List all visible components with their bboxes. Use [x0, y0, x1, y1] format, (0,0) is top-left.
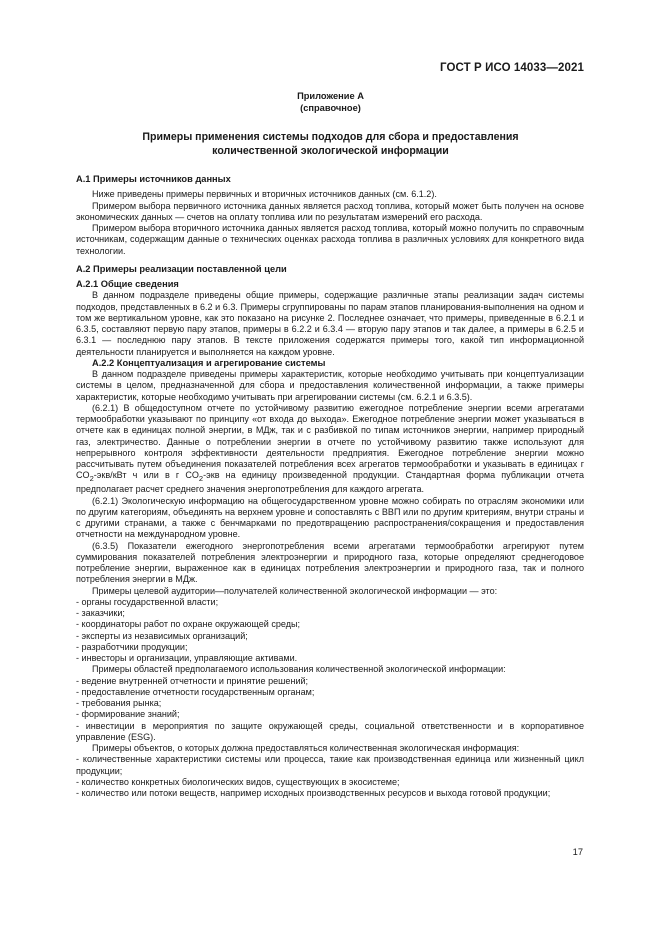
list-intro: Примеры объектов, о которых должна предоставляться количественная экологическая информация: — [92, 743, 520, 754]
list-item: - формирование знаний; — [76, 709, 180, 720]
list-item: - инвесторы и организации, управляющие активами. — [76, 653, 298, 664]
text-run: -экв на единицу произведенной продукции. Стандартная форма публикации отчета предполагает расчет среднего значения энергопотребления для каждого агрегата. — [76, 470, 584, 495]
paragraph: (6.2.1) Экологическую информацию на общегосударственном уровне можно собирать по отраслям экономики или по другим категориям, объединять на верхнем уровне и сопоставлять с ВВП или по другим критериям, внутри страны и с другими странами, а также с бенчмарками по предотвращению распространения/сокращения и предоставления отчетности на международном уровне. — [76, 495, 584, 540]
list-item: - органы государственной власти; — [76, 596, 219, 607]
text-run: (6.2.1) В общедоступном отчете по устойчивому развитию ежегодное потребление энергии всеми агрегатами термообработки указывают по принципу «от входа до выхода». Ежегодное потребление энергии может указываться в отчете как в единицах полной энергии, в МДж, так и с разбивкой по типам источников энергии, например природный газ, электричество. Данные о потреблении энергии в отчете по устойчивому развитию также используют для непрерывного контроля эффективности деятельности предприятия. Ежегодное потребление энергии можно рассчитывать путем объединения показателей потребления всех агрегатов термообработки и указывать в единицах г CO — [76, 402, 584, 481]
text-run: -экв/кВт ч или в г CO — [93, 470, 199, 481]
standard-number: ГОСТ Р ИСО 14033—2021 — [439, 62, 584, 74]
appendix-label: Приложение А — [297, 91, 364, 101]
paragraph: Примером выбора вторичного источника данных является расход топлива, который можно получить по справочным источникам, содержащим данные о технических оценках расхода топлива в различных условиях для конкретного вида технологии. — [76, 223, 584, 256]
list-item: - требования рынка; — [76, 698, 162, 709]
appendix-body — [76, 174, 584, 799]
list-intro: Примеры областей предполагаемого использования количественной экологической информации: — [92, 664, 506, 675]
list-item: - количество конкретных биологических видов, существующих в экосистеме; — [76, 776, 400, 787]
appendix-title: Примеры применения системы подходов для сбора и предоставления количественной экологической информации — [142, 131, 519, 157]
list-item: - количество или потоки веществ, например исходных производственных ресурсов и выхода готовой продукции; — [76, 788, 551, 799]
appendix-type: (справочное) — [300, 103, 361, 113]
paragraph: В данном подразделе приведены общие примеры, содержащие различные этапы реализации задач системы подходов, представленных в 6.2 и 6.3. Примеры сгруппированы по парам этапов планирования-выполнения на одном и том же вертикальном уровне, как это показано на рисунке 2. Последнее означает, что примеры, приведенные в 6.2.1 и 6.3.5, составляют первую пару этапов, примеры в 6.2.2 и 6.3.4 — вторую пару этапов и так далее, а примеры в 6.2.5 и 6.3.1 — последнюю пару этапов. В тексте приложения содержатся примеры того, какой тип информационной деятельности планируется и выполняется на каждом уровне. — [76, 290, 584, 357]
list-item: - количественные характеристики системы или процесса, такие как производственная единица или жизненный цикл продукции; — [76, 754, 584, 776]
paragraph: Примером выбора первичного источника данных является расход топлива, который может быть получен на основе экономических данных — счетов на оплату топлива или по результатам измерений его расхода. — [76, 200, 584, 222]
page-number: 17 — [572, 847, 583, 857]
list-item: - эксперты из независимых организаций; — [76, 630, 248, 641]
list-item: - координаторы работ по охране окружающей среды; — [76, 619, 301, 630]
list-item: - инвестиции в мероприятия по защите окружающей среды, социальной ответственности и в корпоративное управление (ESG). — [76, 720, 584, 742]
paragraph: В данном подразделе приведены примеры характеристик, которые необходимо учитывать при концептуализации системы в целом, предназначенной для сбора и предоставления количественной информации, а также примеры характеристик, которые необходимо учитывать при агрегировании системы (см. 6.2.1 и 6.3.5). — [76, 369, 584, 402]
section-heading-a1: А.1 Примеры источников данных — [76, 174, 231, 184]
paragraph-energy-report — [76, 403, 584, 496]
list-item: - разработчики продукции; — [76, 641, 188, 652]
section-heading-a2: А.2 Примеры реализации поставленной цели — [76, 263, 287, 274]
subscript: 2 — [198, 474, 204, 484]
subsection-heading-a22: А.2.2 Концептуализация и агрегирование системы — [92, 357, 326, 368]
list-intro: Примеры целевой аудитории—получателей количественной экологической информации — это: — [92, 585, 498, 596]
subscript: 2 — [89, 474, 94, 484]
list-item: - заказчики; — [76, 608, 125, 619]
paragraph: (6.3.5) Показатели ежегодного энергопотребления всеми агрегатами термообработки агрегируют путем суммирования показателей потребления электроэнергии и природного газа, которые определяют среднегодовое потребление энергии, выраженное как в единицах потребления электроэнергии и природного газа, так и полного потребления энергии в МДж. — [76, 540, 584, 585]
list-item: - ведение внутренней отчетности и принятие решений; — [76, 675, 309, 686]
subsection-heading-a21: А.2.1 Общие сведения — [76, 279, 179, 289]
paragraph: Ниже приведены примеры первичных и вторичных источников данных (см. 6.1.2). — [92, 189, 437, 200]
list-item: - предоставление отчетности государственным органам; — [76, 686, 315, 697]
